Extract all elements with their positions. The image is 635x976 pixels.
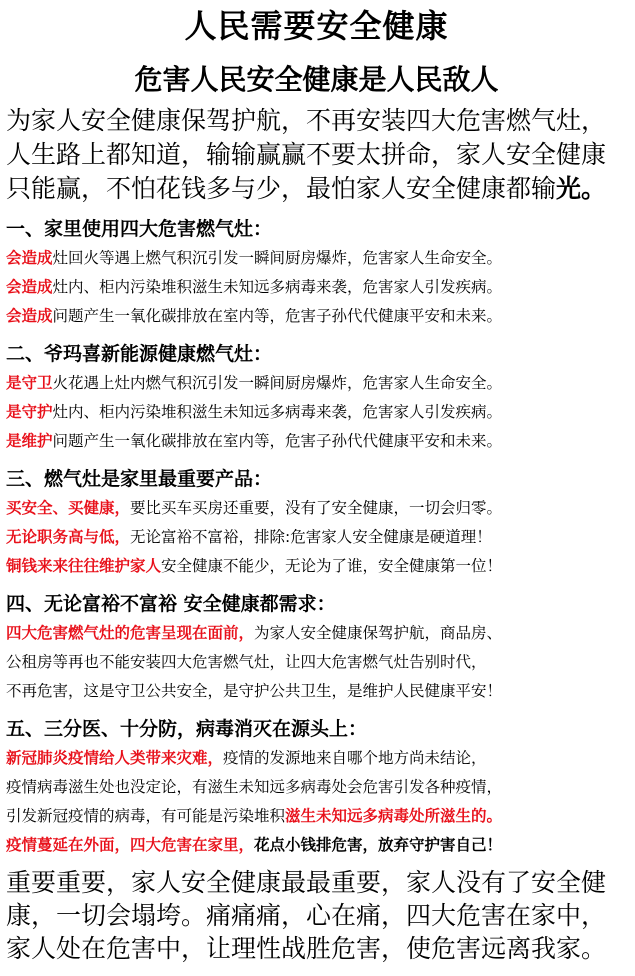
section-line bbox=[6, 802, 627, 831]
intro-line: 人生路上都知道，输输赢赢不要太拼命，家人安全健康 bbox=[6, 140, 607, 169]
highlight-text: 是守护 bbox=[6, 403, 53, 421]
highlight-text: 无论职务高与低， bbox=[6, 528, 131, 546]
body-text: 火花遇上灶内燃气积沉引发一瞬间厨房爆炸，危害家人生命安全。 bbox=[52, 374, 503, 392]
highlight-text: 四大危害燃气灶的危害呈现在面前， bbox=[6, 624, 255, 642]
highlight-text: 会造成 bbox=[6, 249, 53, 267]
body-text: 灶回火等遇上燃气积沉引发一瞬间厨房爆炸，危害家人生命安全。 bbox=[52, 249, 503, 267]
section-line bbox=[6, 523, 627, 552]
section-heading: 五、三分医、十分防，病毒消灭在源头上： bbox=[6, 718, 368, 740]
body-text: 灶内、柜内污染堆积滋生未知远多病毒来袭，危害家人引发疾病。 bbox=[52, 278, 503, 296]
body-text: 问题产生一氧化碳排放在室内等，危害子孙代代健康平安和未来。 bbox=[52, 307, 503, 325]
section-line bbox=[6, 369, 627, 398]
section-line: 疫情病毒滋生处也没定论，有滋生未知远多病毒处会危害引发各种疫情， bbox=[6, 778, 503, 796]
section-line bbox=[6, 244, 627, 273]
section-3 bbox=[6, 464, 627, 581]
intro-line bbox=[6, 172, 627, 206]
intro-text: 只能赢，不怕花钱多与少，最怕家人安全健康都输 bbox=[6, 174, 557, 203]
section-line bbox=[6, 494, 627, 523]
highlight-text: 买安全、买健康， bbox=[6, 499, 131, 517]
closing-line: 康，一切会塌垮。痛痛痛，心在痛，四大危害在家中， bbox=[6, 901, 607, 930]
highlight-text: 铜钱来来往往维护家人 bbox=[6, 557, 162, 575]
body-text: 安全健康不能少，无论为了谁，安全健康第一位！ bbox=[161, 557, 503, 575]
intro-paragraph bbox=[6, 104, 627, 206]
body-text: 灶内、柜内污染堆积滋生未知远多病毒来袭，危害家人引发疾病。 bbox=[52, 403, 503, 421]
section-heading: 四、无论富裕不富裕 安全健康都需求： bbox=[6, 593, 336, 615]
closing-line: 家人处在危害中，让理性战胜危害，使危害远离我家。 bbox=[6, 934, 607, 963]
section-line bbox=[6, 619, 627, 648]
body-text: 疫情的发源地来自哪个地方尚未结论， bbox=[223, 749, 487, 767]
highlight-text: 滋生未知远多病毒处所滋生的。 bbox=[285, 807, 503, 825]
body-text: 为家人安全健康保驾护航，商品房、 bbox=[254, 624, 503, 642]
section-line bbox=[6, 302, 627, 331]
page-subtitle: 危害人民安全健康是人民敌人 bbox=[134, 63, 499, 96]
intro-line: 为家人安全健康保驾护航，不再安装四大危害燃气灶， bbox=[6, 106, 607, 135]
section-line: 公租房等再也不能安装四大危害燃气灶，让四大危害燃气灶告别时代， bbox=[6, 653, 487, 671]
section-line bbox=[6, 744, 627, 773]
section-1 bbox=[6, 214, 627, 331]
highlight-text: 疫情蔓延在外面，四大危害在家里， bbox=[6, 836, 255, 854]
section-line: 不再危害，这是守卫公共安全，是守护公共卫生，是维护人民健康平安！ bbox=[6, 682, 503, 700]
highlight-text: 新冠肺炎疫情给人类带来灾难， bbox=[6, 749, 224, 767]
section-heading: 一、家里使用四大危害燃气灶： bbox=[6, 218, 273, 240]
section-line bbox=[6, 427, 627, 456]
body-text: 引发新冠疫情的病毒，有可能是污染堆积 bbox=[6, 807, 286, 825]
section-4 bbox=[6, 589, 627, 706]
section-line bbox=[6, 831, 627, 860]
bold-text: 花点小钱排危害，放弃守护害自己！ bbox=[254, 836, 503, 854]
highlight-text: 会造成 bbox=[6, 307, 53, 325]
highlight-text: 是守卫 bbox=[6, 374, 53, 392]
body-text: 问题产生一氧化碳排放在室内等，危害子孙代代健康平安和未来。 bbox=[52, 432, 503, 450]
section-heading: 三、燃气灶是家里最重要产品： bbox=[6, 468, 273, 490]
closing-line: 重要重要，家人安全健康最最重要，家人没有了安全健 bbox=[6, 868, 607, 897]
body-text: 无论富裕不富裕，排除:危害家人安全健康是硬道理！ bbox=[130, 528, 492, 546]
section-2 bbox=[6, 339, 627, 456]
section-5 bbox=[6, 714, 627, 860]
highlight-text: 会造成 bbox=[6, 278, 53, 296]
highlight-text: 是维护 bbox=[6, 432, 53, 450]
section-line bbox=[6, 552, 627, 581]
section-line bbox=[6, 273, 627, 302]
intro-emphasis: 光。 bbox=[556, 174, 607, 203]
body-text: 要比买车买房还重要，没有了安全健康，一切会归零。 bbox=[130, 499, 503, 517]
section-line bbox=[6, 398, 627, 427]
closing-paragraph bbox=[6, 866, 627, 965]
page-title: 人民需要安全健康 bbox=[184, 7, 449, 45]
section-heading: 二、爷玛喜新能源健康燃气灶： bbox=[6, 343, 273, 365]
